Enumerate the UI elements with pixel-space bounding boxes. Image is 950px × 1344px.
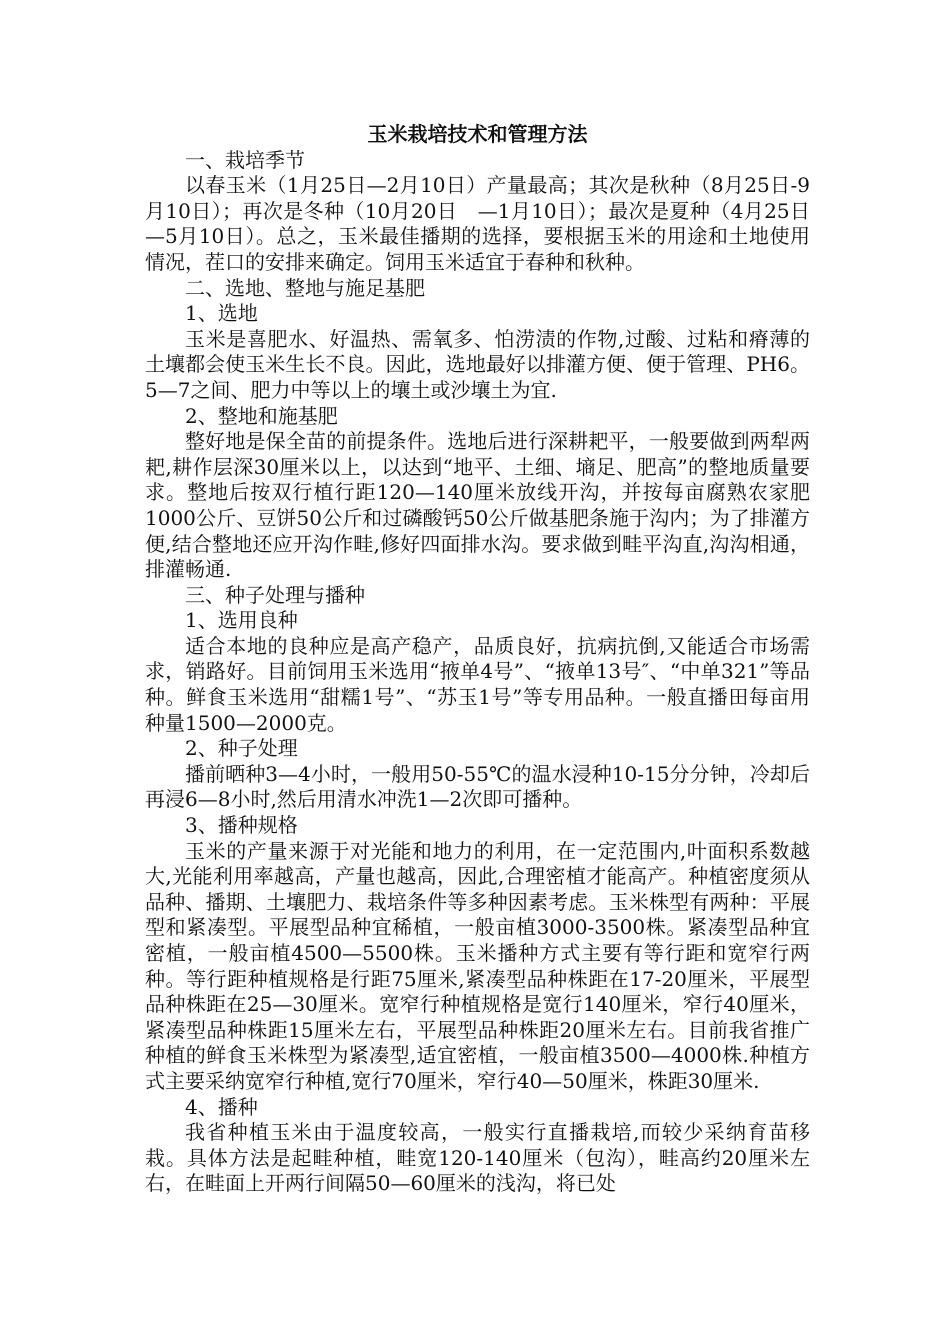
subsection-heading: 1、选地	[185, 301, 258, 326]
subsection-heading: 2、整地和施基肥	[185, 403, 338, 428]
paragraph: 玉米是喜肥水、好温热、需氧多、怕涝渍的作物,过酸、过粘和瘠薄的土壤都会使玉米生长不良。因此，选地最好以排灌方便、便于管理、PH6。5—7之间、肥力中等以上的壤土或沙壤土为宜.	[145, 326, 810, 402]
subsection-heading: 1、选用良种	[185, 608, 298, 633]
paragraph: 以春玉米（1月25日—2月10日）产量最高；其次是秋种（8月25日-9月10日）；再次是冬种（10月20日 —1月10日）；最次是夏种（4月25日—5月10日）。总之，玉米最佳播期的选择，要根据玉米的用途和土地使用情况，茬口的安排来确定。饲用玉米适宜于春种和秋种。	[145, 173, 810, 274]
subsection-heading: 2、种子处理	[185, 736, 298, 761]
paragraph: 整好地是保全苗的前提条件。选地后进行深耕耙平，一般要做到两犁两耙,耕作层深30厘米以上，以达到“地平、土细、墒足、肥高”的整地质量要求。整地后按双行植行距120—140厘米放线开沟，并按每亩腐熟农家肥1000公斤、豆饼50公斤和过磷酸钙50公斤做基肥条施于沟内；为了排灌方便,结合整地还应开沟作畦,修好四面排水沟。要求做到畦平沟直,沟沟相通，排灌畅通.	[145, 429, 810, 582]
document-body	[145, 148, 810, 1197]
subsection-heading: 3、播种规格	[185, 813, 298, 838]
document-page	[145, 122, 810, 1197]
subsection-heading: 4、播种	[185, 1094, 258, 1119]
paragraph: 我省种植玉米由于温度较高，一般实行直播栽培,而较少采纳育苗移栽。具体方法是起畦种植，畦宽120-140厘米（包沟），畦高约20厘米左右，在畦面上开两行间隔50—60厘米的浅沟，将已处	[145, 1120, 810, 1196]
paragraph: 播前晒种3—4小时，一般用50-55℃的温水浸种10-15分分钟，冷却后再浸6—8小时,然后用清水冲洗1—2次即可播种。	[145, 761, 810, 812]
section-heading: 三、种子处理与播种	[185, 582, 365, 607]
paragraph: 玉米的产量来源于对光能和地力的利用，在一定范围内,叶面积系数越大,光能利用率越高，产量也越高，因此,合理密植才能高产。种植密度须从品种、播期、土壤肥力、栽培条件等多种因素考虑。玉米株型有两种：平展型和紧凑型。平展型品种宜稀植，一般亩植3000-3500株。紧凑型品种宜密植，一般亩植4500—5500株。玉米播种方式主要有等行距和宽窄行两种。等行距种植规格是行距75厘米,紧凑型品种株距在17-20厘米，平展型品种株距在25—30厘米。宽窄行种植规格是宽行140厘米，窄行40厘米，紧凑型品种株距15厘米左右，平展型品种株距20厘米左右。目前我省推广种植的鲜食玉米株型为紧凑型,适宜密植，一般亩植3500—4000株.种植方式主要采纳宽窄行种植,宽行70厘米，窄行40—50厘米，株距30厘米.	[145, 838, 810, 1093]
section-heading: 二、选地、整地与施足基肥	[185, 275, 425, 300]
document-title: 玉米栽培技术和管理方法	[367, 122, 588, 146]
section-heading: 一、栽培季节	[185, 147, 305, 172]
paragraph: 适合本地的良种应是高产稳产，品质良好，抗病抗倒,又能适合市场需求，销路好。目前饲用玉米选用“掖单4号”、“掖单13号″、“中单321”等品种。鲜食玉米选用“甜糯1号”、“苏玉1号”等专用品种。一般直播田每亩用种量1500—2000克。	[145, 633, 810, 735]
